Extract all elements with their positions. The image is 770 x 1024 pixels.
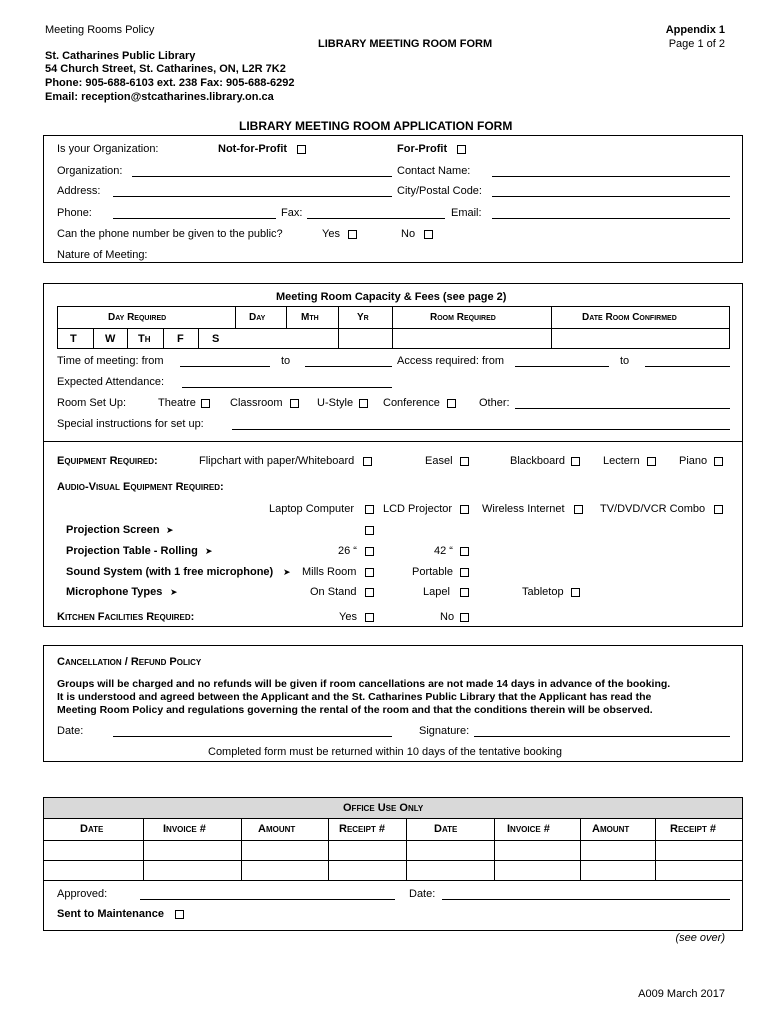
room-table-col-line [163,328,164,349]
day-option-th[interactable]: Th [138,333,151,345]
office-col-date-2: Date [434,823,458,835]
setup-ustyle-checkbox[interactable] [359,399,368,408]
room-table-col-line [198,328,199,349]
lapel-checkbox[interactable] [460,588,469,597]
equipment-required-label: Equipment Required: [57,455,158,467]
office-table-line [43,860,743,861]
not-for-profit-checkbox[interactable] [297,145,306,154]
kitchen-facilities-label: Kitchen Facilities Required: [57,611,195,623]
special-instructions-label: Special instructions for set up: [57,418,204,430]
email-field[interactable] [492,218,730,219]
lapel-label: Lapel [423,586,450,598]
time-to-label: to [281,355,291,367]
av-tv-label: TV/DVD/VCR Combo [600,503,706,515]
table-42-checkbox[interactable] [460,547,469,556]
room-table-col-line [127,328,128,349]
room-required-header: Room Required [430,312,496,323]
office-col-invoice-2: Invoice # [507,823,550,835]
room-table-col-line [338,306,339,349]
setup-other-field[interactable] [515,408,730,409]
access-required-label: Access required: from [397,355,504,367]
office-col-receipt-2: Receipt # [670,823,717,835]
setup-other-label: Other: [479,397,510,409]
av-laptop-label: Laptop Computer [269,503,354,515]
time-from-field[interactable] [180,366,270,367]
office-col-line [241,818,242,880]
time-to-field[interactable] [305,366,392,367]
month-header: Mth [301,312,319,323]
table-26-checkbox[interactable] [365,547,374,556]
table-26-label: 26 “ [338,545,357,557]
room-setup-label: Room Set Up: [57,397,127,409]
projection-screen-checkbox[interactable] [365,526,374,535]
email-label: Email: [451,207,482,219]
office-col-amount: Amount [258,823,296,835]
for-profit-checkbox[interactable] [457,145,466,154]
office-col-invoice: Invoice # [163,823,206,835]
room-table-col-line [93,328,94,349]
phone-label: Phone: [57,207,92,219]
tabletop-label: Tabletop [522,586,564,598]
phone-public-yes-label: Yes [322,228,340,240]
room-table-divider [57,328,730,329]
on-stand-checkbox[interactable] [365,588,374,597]
office-col-amount-2: Amount [592,823,630,835]
appendix-label: Appendix 1 [665,24,725,36]
arrow-icon: ➤ [205,546,213,556]
fax-field[interactable] [307,218,445,219]
city-postal-field[interactable] [492,196,730,197]
sound-system-label: Sound System (with 1 free microphone) [66,566,274,578]
application-title: LIBRARY MEETING ROOM APPLICATION FORM [239,119,513,133]
time-of-meeting-label: Time of meeting: from [57,355,164,367]
address-label: Address: [57,185,101,197]
phone-field[interactable] [113,218,276,219]
table-42-label: 42 “ [434,545,453,557]
office-col-line [580,818,581,880]
portable-checkbox[interactable] [460,568,469,577]
tabletop-checkbox[interactable] [571,588,580,597]
signature-label: Signature: [419,725,470,737]
kitchen-no-label: No [440,611,455,623]
contact-name-label: Contact Name: [397,165,471,177]
office-date-field[interactable] [442,899,730,900]
av-laptop-checkbox[interactable] [365,505,374,514]
organization-field[interactable] [132,176,392,177]
av-tv-checkbox[interactable] [714,505,723,514]
office-use-title: Office Use Only [343,802,424,814]
for-profit-label: For-Profit [397,143,448,155]
arrow-icon: ➤ [166,525,174,535]
office-date-label: Date: [409,888,436,900]
room-table-col-line [286,306,287,328]
access-to-label: to [620,355,630,367]
cancellation-title: Cancellation / Refund Policy [57,656,202,668]
city-postal-label: City/Postal Code: [397,185,482,197]
return-note: Completed form must be returned within 10 days of the tentative booking [208,746,563,758]
office-table-line [43,880,743,881]
org-email: Email: reception@stcatharines.library.on.ca [45,91,274,103]
mills-room-label: Mills Room [302,566,357,578]
office-table-line [43,840,743,841]
day-option-f[interactable]: F [177,333,184,345]
projection-table-label: Projection Table - Rolling [66,545,198,557]
office-col-line [494,818,495,880]
org-address: 54 Church Street, St. Catharines, ON, L2R 7K2 [45,63,286,75]
section-divider [43,441,743,442]
equip-lectern-checkbox[interactable] [647,457,656,466]
day-header: Day [249,312,266,323]
policy-name: Meeting Rooms Policy [45,24,155,36]
office-col-receipt: Receipt # [339,823,386,835]
day-required-header: Day Required [108,312,167,323]
page-number: Page 1 of 2 [668,38,725,50]
sent-to-maintenance-checkbox[interactable] [175,910,184,919]
expected-attendance-label: Expected Attendance: [57,376,165,388]
phone-public-yes-checkbox[interactable] [348,230,357,239]
approved-field[interactable] [140,899,395,900]
see-over-note: (see over) [675,932,725,944]
equip-easel-checkbox[interactable] [460,457,469,466]
org-phone-fax: Phone: 905-688-6103 ext. 238 Fax: 905-688-6292 [45,77,295,89]
projection-screen-label: Projection Screen [66,524,160,536]
setup-theatre-label: Theatre [158,397,196,409]
room-table-col-line [392,306,393,349]
equip-flipchart-checkbox[interactable] [363,457,372,466]
org-type-label: Is your Organization: [57,143,159,155]
room-table-col-line [551,306,552,349]
arrow-icon: ➤ [283,567,291,577]
cancellation-date-label: Date: [57,725,84,737]
kitchen-no-checkbox[interactable] [460,613,469,622]
access-to-field[interactable] [645,366,730,367]
room-table-col-line [235,306,236,328]
contact-name-field[interactable] [492,176,730,177]
organization-label: Organization: [57,165,123,177]
special-instructions-field[interactable] [232,429,730,430]
mills-room-checkbox[interactable] [365,568,374,577]
office-col-line [406,818,407,880]
nature-of-meeting-label: Nature of Meeting: [57,249,148,261]
av-lcd-checkbox[interactable] [460,505,469,514]
day-option-w[interactable]: W [105,333,116,345]
cancellation-text-2: It is understood and agreed between the Applicant and the St. Catharines Public Library that the Applicant has read the [57,691,652,703]
equip-flipchart-label: Flipchart with paper/Whiteboard [199,455,355,467]
not-for-profit-label: Not-for-Profit [218,143,288,155]
phone-public-no-label: No [401,228,416,240]
cancellation-date-field[interactable] [113,736,392,737]
av-lcd-label: LCD Projector [383,503,453,515]
cancellation-text-3: Meeting Room Policy and regulations governing the rental of the room and that the conditions therein will be observed. [57,704,653,716]
org-name: St. Catharines Public Library [45,50,196,62]
sent-to-maintenance-label: Sent to Maintenance [57,908,164,920]
access-from-field[interactable] [515,366,609,367]
arrow-icon: ➤ [170,587,178,597]
office-table-line [43,818,743,819]
office-col-line [328,818,329,880]
av-equipment-label: Audio-Visual Equipment Required: [57,481,224,493]
setup-theatre-checkbox[interactable] [201,399,210,408]
kitchen-yes-label: Yes [339,611,357,623]
office-col-line [143,818,144,880]
microphone-types-label: Microphone Types [66,586,163,598]
expected-attendance-field[interactable] [182,387,392,388]
setup-ustyle-label: U-Style [317,397,354,409]
approved-label: Approved: [57,888,108,900]
office-col-line [655,818,656,880]
kitchen-yes-checkbox[interactable] [365,613,374,622]
equip-blackboard-label: Blackboard [510,455,566,467]
day-option-s[interactable]: S [212,333,220,345]
form-code: A009 March 2017 [638,988,725,1000]
phone-public-no-checkbox[interactable] [424,230,433,239]
setup-classroom-label: Classroom [230,397,283,409]
phone-public-question: Can the phone number be given to the public? [57,228,283,240]
signature-field[interactable] [474,736,730,737]
equip-blackboard-checkbox[interactable] [571,457,580,466]
equip-piano-label: Piano [679,455,708,467]
fax-label: Fax: [281,207,303,219]
setup-conference-checkbox[interactable] [447,399,456,408]
cancellation-text-1: Groups will be charged and no refunds will be given if room cancellations are not made 14 days in advance of the booking. [57,678,671,690]
address-field[interactable] [113,196,392,197]
equip-piano-checkbox[interactable] [714,457,723,466]
on-stand-label: On Stand [310,586,357,598]
year-header: Yr [357,312,369,323]
date-confirmed-header: Date Room Confirmed [582,312,677,323]
equip-lectern-label: Lectern [603,455,640,467]
office-col-date: Date [80,823,104,835]
portable-label: Portable [412,566,453,578]
form-title: LIBRARY MEETING ROOM FORM [318,38,493,50]
setup-conference-label: Conference [383,397,440,409]
equip-easel-label: Easel [425,455,453,467]
day-option-t[interactable]: T [70,333,77,345]
setup-classroom-checkbox[interactable] [290,399,299,408]
av-wireless-label: Wireless Internet [482,503,565,515]
av-wireless-checkbox[interactable] [574,505,583,514]
room-capacity-title: Meeting Room Capacity & Fees (see page 2) [276,291,507,303]
